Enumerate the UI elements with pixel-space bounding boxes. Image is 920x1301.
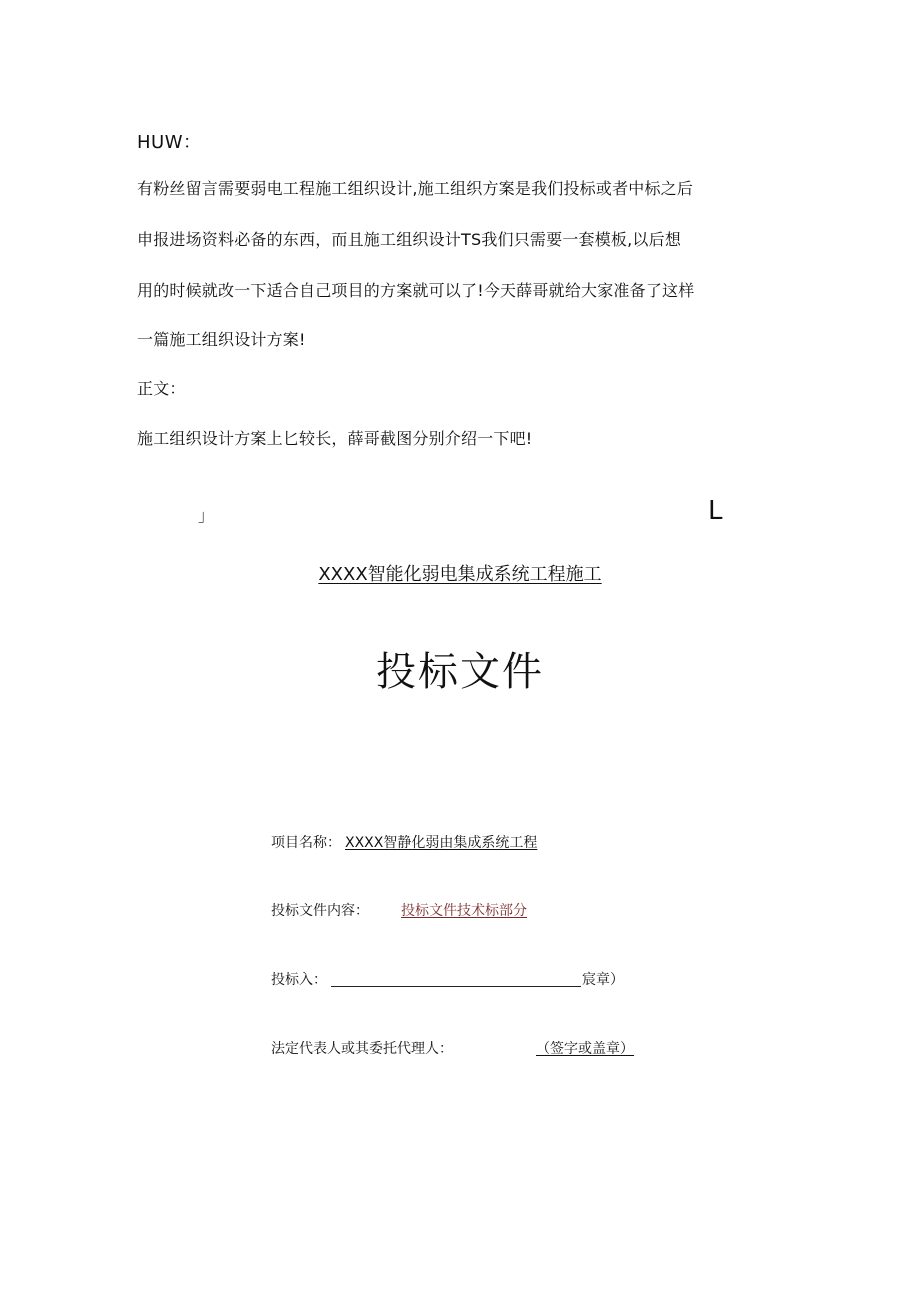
corner-mark-right: L — [708, 496, 723, 526]
paragraph-line-3: 用的时候就改一下适合自己项目的方案就可以了!今天薛哥就给大家准备了这样 — [137, 281, 695, 300]
bid-content-value: 投标文件技术标部分 — [401, 903, 527, 919]
project-name-label: 项目名称： — [271, 835, 341, 851]
project-name-value: XXXX智静化弱由集成系统工程 — [345, 835, 538, 851]
project-title: XXXX智能化弱电集成系统工程施工 — [318, 564, 602, 585]
body-label: 正文： — [137, 379, 186, 398]
legal-representative-signature: （签字或盖章） — [536, 1041, 634, 1057]
paragraph-line-1: 有粉丝留言需要弱电工程施工组织设计,施工组织方案是我们投标或者中标之后 — [137, 179, 694, 198]
bidder-seal-note: 宸章） — [582, 972, 624, 988]
corner-mark-left: 」 — [198, 506, 215, 525]
paragraph-line-2: 申报进场资料必备的东西，而且施工组织设计TS我们只需要一套模板,以后想 — [137, 230, 682, 249]
body-text: 施工组织设计方案上匕较长，薛哥截图分别介绍一下吧! — [137, 429, 533, 448]
greeting-heading: HUW： — [137, 132, 202, 153]
bidder-signature-line — [331, 986, 581, 987]
bid-content-label: 投标文件内容： — [271, 903, 369, 919]
legal-representative-label: 法定代表人或其委托代理人： — [271, 1041, 453, 1057]
paragraph-line-4: 一篇施工组织设计方案! — [137, 330, 306, 349]
bidder-label: 投标入： — [271, 972, 327, 988]
document-title: 投标文件 — [376, 649, 544, 695]
